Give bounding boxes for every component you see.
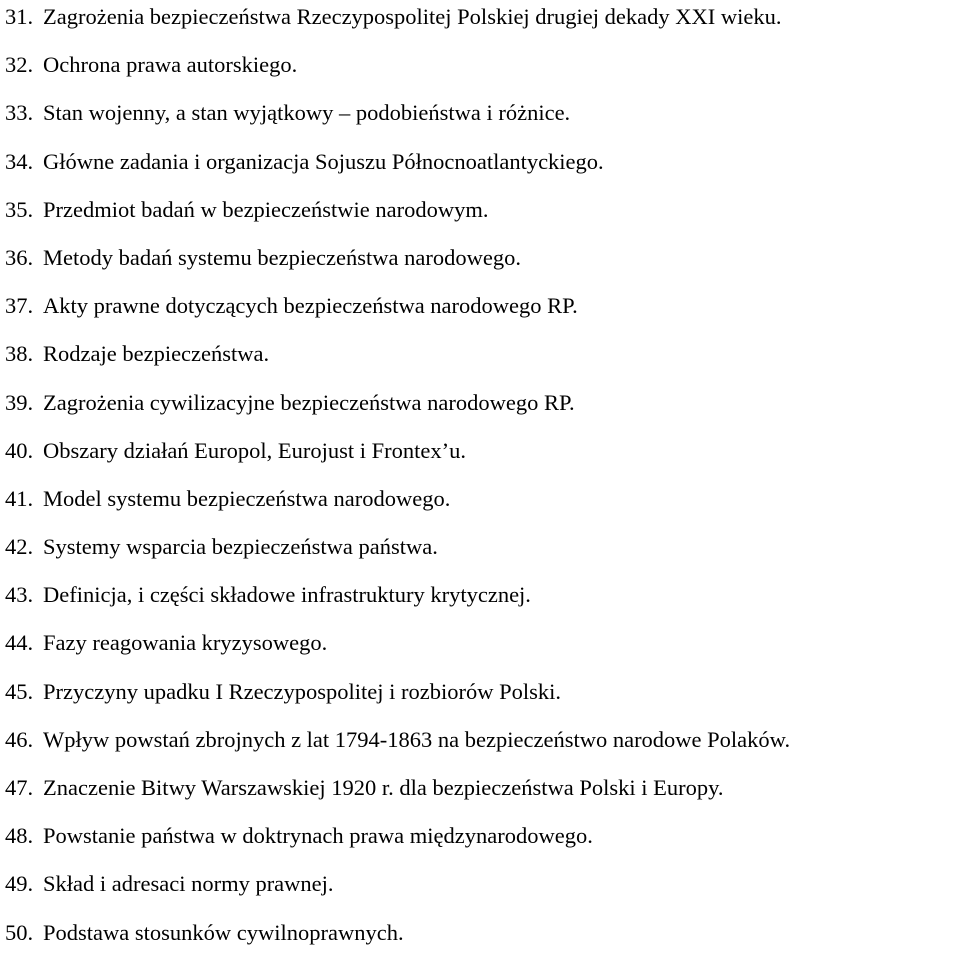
numbered-topic-list bbox=[5, 0, 960, 957]
list-item bbox=[5, 41, 960, 89]
list-item bbox=[5, 860, 960, 908]
list-item bbox=[5, 138, 960, 186]
item-text: Akty prawne dotyczących bezpieczeństwa narodowego RP. bbox=[43, 293, 578, 319]
item-text: Przedmiot badań w bezpieczeństwie narodowym. bbox=[43, 196, 489, 222]
item-number: 40. bbox=[5, 437, 34, 463]
list-item bbox=[5, 523, 960, 571]
item-number: 42. bbox=[5, 534, 34, 560]
list-item bbox=[5, 330, 960, 378]
list-item bbox=[5, 619, 960, 667]
item-text: Główne zadania i organizacja Sojuszu Północnoatlantyckiego. bbox=[43, 148, 604, 174]
item-number: 39. bbox=[5, 389, 34, 415]
list-item bbox=[5, 475, 960, 523]
item-text: Skład i adresaci normy prawnej. bbox=[43, 871, 334, 897]
item-text: Systemy wsparcia bezpieczeństwa państwa. bbox=[43, 534, 438, 560]
list-item bbox=[5, 282, 960, 330]
item-text: Obszary działań Europol, Eurojust i Frontex’u. bbox=[43, 437, 467, 463]
item-text: Znaczenie Bitwy Warszawskiej 1920 r. dla bezpieczeństwa Polski i Europy. bbox=[43, 775, 724, 800]
item-text: Wpływ powstań zbrojnych z lat 1794-1863 na bezpieczeństwo narodowe Polaków. bbox=[43, 726, 791, 752]
item-number: 31. bbox=[5, 4, 34, 29]
item-number: 38. bbox=[5, 341, 34, 367]
list-item bbox=[5, 764, 960, 812]
item-text: Model systemu bezpieczeństwa narodowego. bbox=[43, 485, 451, 511]
item-number: 36. bbox=[5, 244, 34, 270]
item-text: Powstanie państwa w doktrynach prawa międzynarodowego. bbox=[43, 823, 593, 849]
item-number: 49. bbox=[5, 871, 34, 897]
list-item bbox=[5, 668, 960, 716]
item-number: 33. bbox=[5, 100, 34, 126]
list-item bbox=[5, 571, 960, 619]
item-number: 35. bbox=[5, 196, 34, 222]
list-item bbox=[5, 812, 960, 860]
list-item bbox=[5, 716, 960, 764]
item-text: Definicja, i części składowe infrastruktury krytycznej. bbox=[43, 582, 531, 608]
list-item bbox=[5, 234, 960, 282]
item-number: 46. bbox=[5, 726, 34, 752]
item-number: 47. bbox=[5, 775, 34, 800]
item-number: 43. bbox=[5, 582, 34, 608]
item-text: Zagrożenia bezpieczeństwa Rzeczypospolitej Polskiej drugiej dekady XXI wieku. bbox=[43, 4, 782, 29]
item-text: Podstawa stosunków cywilnoprawnych. bbox=[43, 919, 404, 945]
list-item bbox=[5, 89, 960, 137]
item-text: Przyczyny upadku I Rzeczypospolitej i rozbiorów Polski. bbox=[43, 678, 562, 704]
item-number: 48. bbox=[5, 823, 34, 849]
item-number: 37. bbox=[5, 293, 34, 319]
list-item bbox=[5, 379, 960, 427]
list-item bbox=[5, 427, 960, 475]
item-text: Zagrożenia cywilizacyjne bezpieczeństwa narodowego RP. bbox=[43, 389, 575, 415]
list-item bbox=[5, 0, 960, 41]
item-number: 32. bbox=[5, 52, 34, 78]
item-number: 34. bbox=[5, 148, 34, 174]
item-number: 41. bbox=[5, 485, 34, 511]
item-text: Stan wojenny, a stan wyjątkowy – podobieństwa i różnice. bbox=[43, 100, 571, 126]
list-item bbox=[5, 186, 960, 234]
item-text: Rodzaje bezpieczeństwa. bbox=[43, 341, 270, 367]
item-text: Ochrona prawa autorskiego. bbox=[43, 52, 298, 78]
item-text: Fazy reagowania kryzysowego. bbox=[43, 630, 328, 656]
item-number: 45. bbox=[5, 678, 34, 704]
item-number: 44. bbox=[5, 630, 34, 656]
item-number: 50. bbox=[5, 919, 34, 945]
item-text: Metody badań systemu bezpieczeństwa narodowego. bbox=[43, 244, 521, 270]
